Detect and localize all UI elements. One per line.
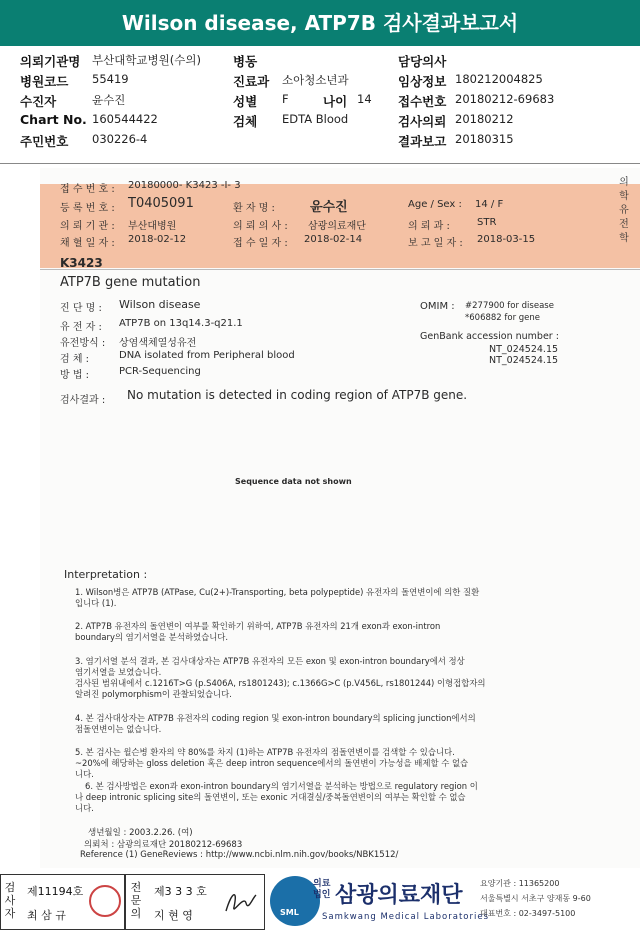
age-label: 나이 bbox=[323, 94, 348, 109]
info-row-2 bbox=[0, 72, 640, 91]
interp-line: 검사된 범위내에서 c.1216T>G (p.S406A, rs1801243); c.1366G>C (p.V456L, rs1801244) 이형접합자의 bbox=[75, 678, 486, 688]
method-value: PCR-Sequencing bbox=[119, 366, 201, 377]
patient-label: 수진자 bbox=[20, 94, 57, 109]
specialist-no: 제3 3 3 호 bbox=[154, 885, 207, 898]
inspector-no: 제11194호 bbox=[27, 885, 84, 898]
request-date-value: 20180212 bbox=[455, 112, 514, 126]
band-divider bbox=[40, 269, 640, 270]
interp-line: 입니다 (1). bbox=[75, 598, 117, 608]
result-value: No mutation is detected in coding region of ATP7B gene. bbox=[127, 388, 468, 402]
chart-no-value: 160544422 bbox=[92, 112, 158, 126]
ward-label: 병동 bbox=[233, 54, 258, 69]
inheritance-label: 유전방식 : bbox=[60, 338, 106, 349]
scanned-report bbox=[40, 168, 640, 868]
interp-line: 점돌연변이는 없습니다. bbox=[75, 724, 162, 734]
chart-no-label: Chart No. bbox=[20, 112, 87, 127]
inspector-label: 검 사 자 bbox=[4, 881, 16, 920]
specimen-label: 검체 bbox=[233, 114, 258, 129]
reg-no-label: 등 록 번 호 : bbox=[60, 203, 115, 214]
report-date-label-2: 보 고 일 자 : bbox=[408, 238, 463, 249]
report-title: Wilson disease, ATP7B 검사결과보고서 bbox=[0, 0, 640, 46]
org-label: 의 뢰 기 관 : bbox=[60, 221, 115, 232]
ward-req-value: STR bbox=[477, 217, 497, 228]
side-vertical-text: 의 학 유 전 학 bbox=[619, 177, 629, 244]
interp-line: 1. Wilson병은 ATP7B (ATPase, Cu(2+)-Transporting, beta polypeptide) 유전자의 돌연변이에 의한 질환 bbox=[75, 587, 480, 597]
report-date-value-2: 2018-03-15 bbox=[477, 234, 536, 245]
receipt-no-value: 20180212-69683 bbox=[455, 92, 555, 106]
genbank-1: NT_024524.15 bbox=[489, 344, 559, 355]
requesting-org-label: 의뢰기관명 bbox=[20, 54, 81, 69]
inspector-name: 최 삼 규 bbox=[27, 909, 66, 922]
age-value: 14 bbox=[357, 92, 372, 106]
phone: 대표번호 : 02-3497-5100 bbox=[480, 909, 576, 918]
interp-line: 3. 염기서열 분석 결과, 본 검사대상자는 ATP7B 유전자의 모든 exon 및 exon-intron boundary에서 정상 bbox=[75, 656, 465, 666]
specimen-rpt-value: DNA isolated from Peripheral blood bbox=[119, 350, 295, 361]
test-name: ATP7B gene mutation bbox=[60, 275, 201, 290]
interp-line: 니다. bbox=[75, 769, 94, 779]
clinical-info-value: 180212004825 bbox=[455, 72, 543, 86]
interp-line: 6. 본 검사방법은 exon과 exon-intron boundary의 염기서열을 분석하는 방법으로 regulatory region 이 bbox=[85, 781, 478, 791]
receipt-no-label: 접수번호 bbox=[398, 94, 447, 109]
receipt-line-value: 20180000- K3423 -I- 3 bbox=[128, 180, 241, 191]
requester-line: 의뢰처 : 삼광의료재단 20180212-69683 bbox=[84, 840, 243, 850]
specialist-box bbox=[125, 874, 265, 930]
doctor-label: 담당의사 bbox=[398, 54, 447, 69]
interp-line: 염기서열을 보였습니다. bbox=[75, 667, 162, 677]
omim-label: OMIM : bbox=[420, 301, 455, 312]
interp-line: 니다. bbox=[75, 803, 94, 813]
dob-line: 생년월일 : 2003.2.26. (여) bbox=[88, 828, 193, 838]
request-date-label: 검사의뢰 bbox=[398, 114, 447, 129]
interp-line: boundary의 염기서열을 분석하였습니다. bbox=[75, 632, 229, 642]
method-label: 방 법 : bbox=[60, 370, 90, 381]
department-label: 진료과 bbox=[233, 74, 270, 89]
result-label: 검사결과 : bbox=[60, 395, 106, 406]
diagnosis-label: 진 단 명 : bbox=[60, 303, 102, 314]
receive-date-label: 접 수 일 자 : bbox=[233, 238, 288, 249]
inspector-box bbox=[0, 874, 125, 930]
reference-line: Reference (1) GeneReviews : http://www.ncbi.nlm.nih.gov/books/NBK1512/ bbox=[80, 850, 399, 860]
collect-date-value: 2018-02-12 bbox=[128, 234, 187, 245]
genbank-label: GenBank accession number : bbox=[420, 331, 559, 342]
info-row-3 bbox=[0, 92, 640, 111]
brand-prefix: 의료 법인 bbox=[313, 879, 331, 900]
interp-line: 4. 본 검사대상자는 ATP7B 유전자의 coding region 및 exon-intron boundary의 splicing junction에서의 bbox=[75, 713, 476, 723]
resident-no-value: 030226-4 bbox=[92, 132, 148, 146]
brand-name: 삼광의료재단 bbox=[335, 883, 463, 908]
requester-value: 삼광의료재단 bbox=[308, 221, 366, 232]
requesting-org-value: 부산대학교병원(수의) bbox=[92, 53, 201, 67]
sequence-note: Sequence data not shown bbox=[235, 477, 352, 486]
requester-label: 의 뢰 의 사 : bbox=[233, 221, 288, 232]
institution-code: 요양기관 : 11365200 bbox=[480, 879, 560, 888]
patient-info-panel bbox=[0, 52, 640, 162]
age-sex-label: Age / Sex : bbox=[408, 199, 462, 210]
hospital-code-label: 병원코드 bbox=[20, 74, 69, 89]
reg-no-value: T0405091 bbox=[128, 196, 194, 211]
receipt-line-label: 접 수 번 호 : bbox=[60, 184, 115, 195]
genbank-2: NT_024524.15 bbox=[489, 355, 559, 366]
info-row-5 bbox=[0, 132, 640, 151]
interp-line: 알려진 polymorphism이 관찰되었습니다. bbox=[75, 689, 232, 699]
info-row-4 bbox=[0, 112, 640, 131]
address: 서울특별시 서초구 양재동 9-60 bbox=[480, 894, 591, 903]
signature-footer bbox=[0, 870, 640, 934]
omim-disease: #277900 for disease bbox=[465, 301, 554, 311]
specialist-name: 지 현 영 bbox=[154, 909, 193, 922]
sex-value: F bbox=[282, 92, 289, 106]
diagnosis-value: Wilson disease bbox=[119, 298, 201, 311]
gene-label: 유 전 자 : bbox=[60, 322, 102, 333]
patient-name-value: 윤수진 bbox=[310, 200, 348, 215]
signature-icon bbox=[222, 885, 260, 921]
interpretation-title: Interpretation : bbox=[64, 568, 148, 581]
specimen-rpt-label: 검 체 : bbox=[60, 354, 90, 365]
hospital-code-value: 55419 bbox=[92, 72, 129, 86]
specialist-label: 전 문 의 bbox=[130, 881, 142, 920]
interp-line: 나 deep intronic splicing site의 돌연변이, 또는 exonic 거대결실/중복돌연변이의 여부는 확인할 수 없습 bbox=[75, 792, 466, 802]
interp-line: ~20%에 해당하는 gloss deletion 혹은 deep intron sequence에서의 돌연변이 가능성을 배제할 수 없습 bbox=[75, 758, 469, 768]
omim-gene: *606882 for gene bbox=[465, 313, 541, 323]
specimen-value: EDTA Blood bbox=[282, 112, 349, 126]
age-sex-value: 14 / F bbox=[475, 199, 504, 210]
interp-line: 2. ATP7B 유전자의 돌연변이 여부를 확인하기 위하여, ATP7B 유전자의 21개 exon과 exon-intron bbox=[75, 621, 441, 631]
info-divider bbox=[0, 163, 640, 164]
receive-date-value: 2018-02-14 bbox=[304, 234, 363, 245]
sml-logo-icon: SML bbox=[270, 876, 320, 926]
inheritance-value: 상염색체열성유전 bbox=[119, 338, 197, 349]
gene-value: ATP7B on 13q14.3-q21.1 bbox=[119, 318, 243, 329]
department-value: 소아청소년과 bbox=[282, 73, 349, 87]
collect-date-label: 채 혈 일 자 : bbox=[60, 238, 115, 249]
org-value: 부산대병원 bbox=[128, 221, 177, 232]
test-code: K3423 bbox=[60, 256, 103, 270]
interp-line: 5. 본 검사는 윌슨병 환자의 약 80%를 차지 (1)하는 ATP7B 유전자의 점돌연변이를 검색할 수 있습니다. bbox=[75, 747, 455, 757]
sex-label: 성별 bbox=[233, 94, 258, 109]
inspector-seal bbox=[89, 885, 121, 917]
report-date-label: 결과보고 bbox=[398, 134, 447, 149]
report-date-value: 20180315 bbox=[455, 132, 514, 146]
patient-value: 윤수진 bbox=[92, 93, 126, 107]
resident-no-label: 주민번호 bbox=[20, 134, 69, 149]
brand-english: Samkwang Medical Laboratories bbox=[322, 912, 490, 922]
info-row-1 bbox=[0, 52, 640, 71]
clinical-info-label: 임상정보 bbox=[398, 74, 447, 89]
patient-name-label: 환 자 명 : bbox=[233, 203, 275, 214]
ward-req-label: 의 뢰 과 : bbox=[408, 221, 450, 232]
